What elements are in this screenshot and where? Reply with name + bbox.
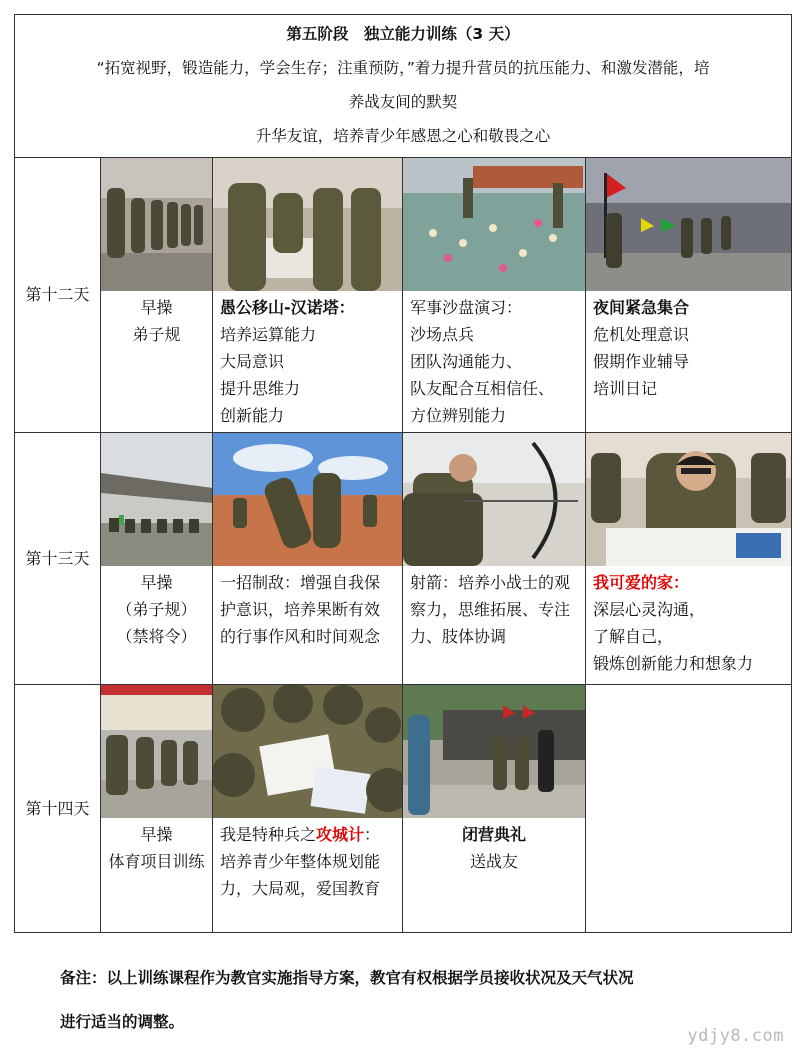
photo-night-assembly: [586, 158, 791, 291]
day14-col1-text: 早操 体育项目训练: [108, 825, 205, 871]
day14-col2: [213, 685, 403, 933]
stage-description-line-3: 升华友谊，培养青少年感恩之心和敬畏之心: [255, 127, 551, 145]
photo-archery: [403, 433, 585, 566]
day12-col2: [213, 158, 403, 433]
day13-col1-text: 早操 （弟子规） （禁将令）: [116, 573, 197, 646]
day-label-12: 第十二天: [15, 158, 101, 433]
day14-col3: [403, 685, 586, 933]
stage-description-line-2: 养战友间的默契: [348, 93, 458, 111]
photo-morning-drill: [101, 158, 212, 291]
remark-note: 备注：以上训练课程作为教官实施指导方案，教官有权根据学员接收状况及天气状况 进行适当的调整。: [60, 969, 634, 1031]
day12-col3-text: 军事沙盘演习： 沙场点兵 团队沟通能力、 队友配合互相信任、 方位辨别能力: [410, 298, 555, 425]
day-label-14: 第十四天: [15, 685, 101, 933]
day13-col1: [101, 433, 213, 685]
photo-morning-exercise: [101, 433, 212, 566]
stage-header: [15, 15, 792, 158]
day12-col4-text: 夜间紧急集合 危机处理意识 假期作业辅导 培训日记: [593, 298, 690, 398]
photo-closing-ceremony: [403, 685, 585, 818]
day14-col1: [101, 685, 213, 933]
day-label-13: 第十三天: [15, 433, 101, 685]
day13-col2: [213, 433, 403, 685]
photo-hanoi-tower: [213, 158, 402, 291]
photo-siege-plan: [213, 685, 402, 818]
stage-title: 第五阶段 独立能力训练（3 天）: [286, 25, 520, 43]
photo-sand-table: [403, 158, 585, 291]
day-row-13: [15, 433, 792, 685]
header-row: [15, 15, 792, 158]
day12-col4: [586, 158, 792, 433]
day12-col2-text: 愚公移山-汉诺塔： 培养运算能力 大局意识 提升思维力 创新能力: [220, 298, 355, 425]
stage-description-line-1: “拓宽视野，锻造能力，学会生存；注重预防，”着力提升营员的抗压能力、和激发潜能，培: [96, 59, 710, 77]
day12-col1: [101, 158, 213, 433]
day-row-14: [15, 685, 792, 933]
photo-my-lovely-home: [586, 433, 791, 566]
day13-col3-text: 射箭：培养小战士的观察力，思维拓展、专注力、肢体协调: [410, 573, 571, 646]
photo-sports-training: [101, 685, 212, 818]
training-schedule-table: [14, 14, 792, 933]
day13-col2-text: 一招制敌：增强自我保护意识，培养果断有效的行事作风和时间观念: [220, 573, 381, 646]
day14-col2-text: 我是特种兵之攻城计：培养青少年整体规划能力，大局观，爱国教育: [220, 825, 381, 898]
day12-col1-text: 早操 弟子规: [132, 298, 181, 344]
day-row-12: [15, 158, 792, 433]
watermark: ydjy8.com: [687, 1026, 784, 1046]
day14-col4-empty: [586, 685, 792, 933]
day14-col3-text: 闭营典礼 送战友: [461, 825, 526, 871]
day13-col3: [403, 433, 586, 685]
day13-col4: [586, 433, 792, 685]
day13-col4-text: 我可爱的家： 深层心灵沟通， 了解自己， 锻炼创新能力和想象力: [593, 573, 754, 673]
photo-self-defense: [213, 433, 402, 566]
day12-col3: [403, 158, 586, 433]
